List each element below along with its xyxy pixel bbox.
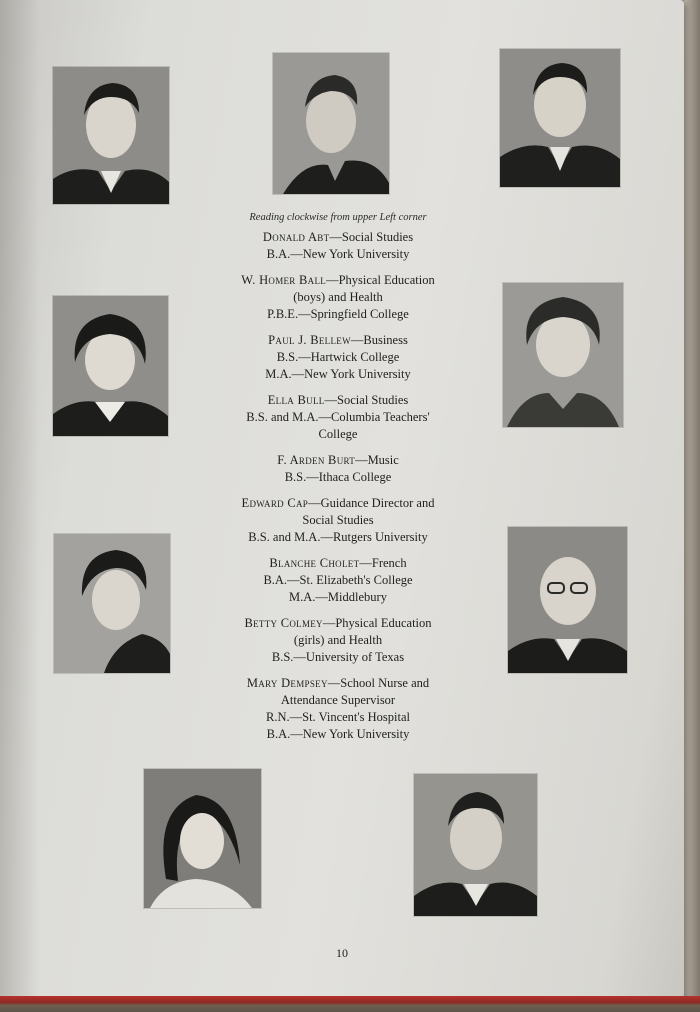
faculty-entry: Paul J. Bellew—Business B.S.—Hartwick College M.A.—New York University xyxy=(265,333,411,381)
faculty-entry: Donald Abt—Social Studies B.A.—New York University xyxy=(262,230,414,261)
faculty-name: W. Homer Ball xyxy=(241,273,327,287)
faculty-name: F. Arden Burt xyxy=(277,453,356,467)
faculty-name: Mary Dempsey xyxy=(246,676,328,690)
faculty-name: Donald Abt xyxy=(262,230,330,244)
faculty-entry: Betty Colmey—Physical Education (girls) and Health B.S.—University of Texas xyxy=(244,616,432,664)
portrait-photo xyxy=(503,283,623,427)
portrait-photo xyxy=(414,774,537,916)
caption-heading: Reading clockwise from upper Left corner xyxy=(249,212,427,223)
portrait-photo xyxy=(500,49,620,187)
spine-shadow xyxy=(0,0,40,1000)
faculty-caption xyxy=(188,212,488,752)
portrait-man-icon xyxy=(53,67,169,204)
portrait-photo xyxy=(53,67,169,204)
portrait-woman-icon xyxy=(144,769,261,908)
faculty-name: Betty Colmey xyxy=(244,616,323,630)
portrait-man-icon xyxy=(508,527,627,673)
book-binding xyxy=(0,996,700,1012)
faculty-name: Ella Bull xyxy=(267,393,325,407)
page-number: 10 xyxy=(336,946,348,960)
faculty-name: Blanche Cholet xyxy=(269,556,360,570)
portrait-man-icon xyxy=(500,49,620,187)
faculty-entry: Ella Bull—Social Studies B.S. and M.A.—Columbia Teachers' College xyxy=(246,393,430,441)
portrait-man-icon xyxy=(414,774,537,916)
portrait-photo xyxy=(54,534,170,673)
portrait-woman-icon xyxy=(54,534,170,673)
faculty-entry: Blanche Cholet—French B.A.—St. Elizabeth's College M.A.—Middlebury xyxy=(263,556,413,604)
faculty-entry: W. Homer Ball—Physical Education (boys) and Health P.B.E.—Springfield College xyxy=(241,273,435,321)
faculty-name: Paul J. Bellew xyxy=(268,333,351,347)
portrait-photo xyxy=(273,53,389,194)
faculty-entry: Mary Dempsey—School Nurse and Attendance Supervisor R.N.—St. Vincent's Hospital B.A.—New York University xyxy=(246,676,430,741)
portrait-photo xyxy=(508,527,627,673)
faculty-entry: Edward Cap—Guidance Director and Social Studies B.S. and M.A.—Rutgers University xyxy=(241,496,435,544)
portrait-man-icon xyxy=(273,53,389,194)
portrait-woman-icon xyxy=(503,283,623,427)
portrait-photo xyxy=(53,296,168,436)
faculty-entry: F. Arden Burt—Music B.S.—Ithaca College xyxy=(277,453,399,484)
faculty-name: Edward Cap xyxy=(241,496,309,510)
page-edge xyxy=(684,0,700,1000)
portrait-photo xyxy=(144,769,261,908)
portrait-woman-icon xyxy=(53,296,168,436)
